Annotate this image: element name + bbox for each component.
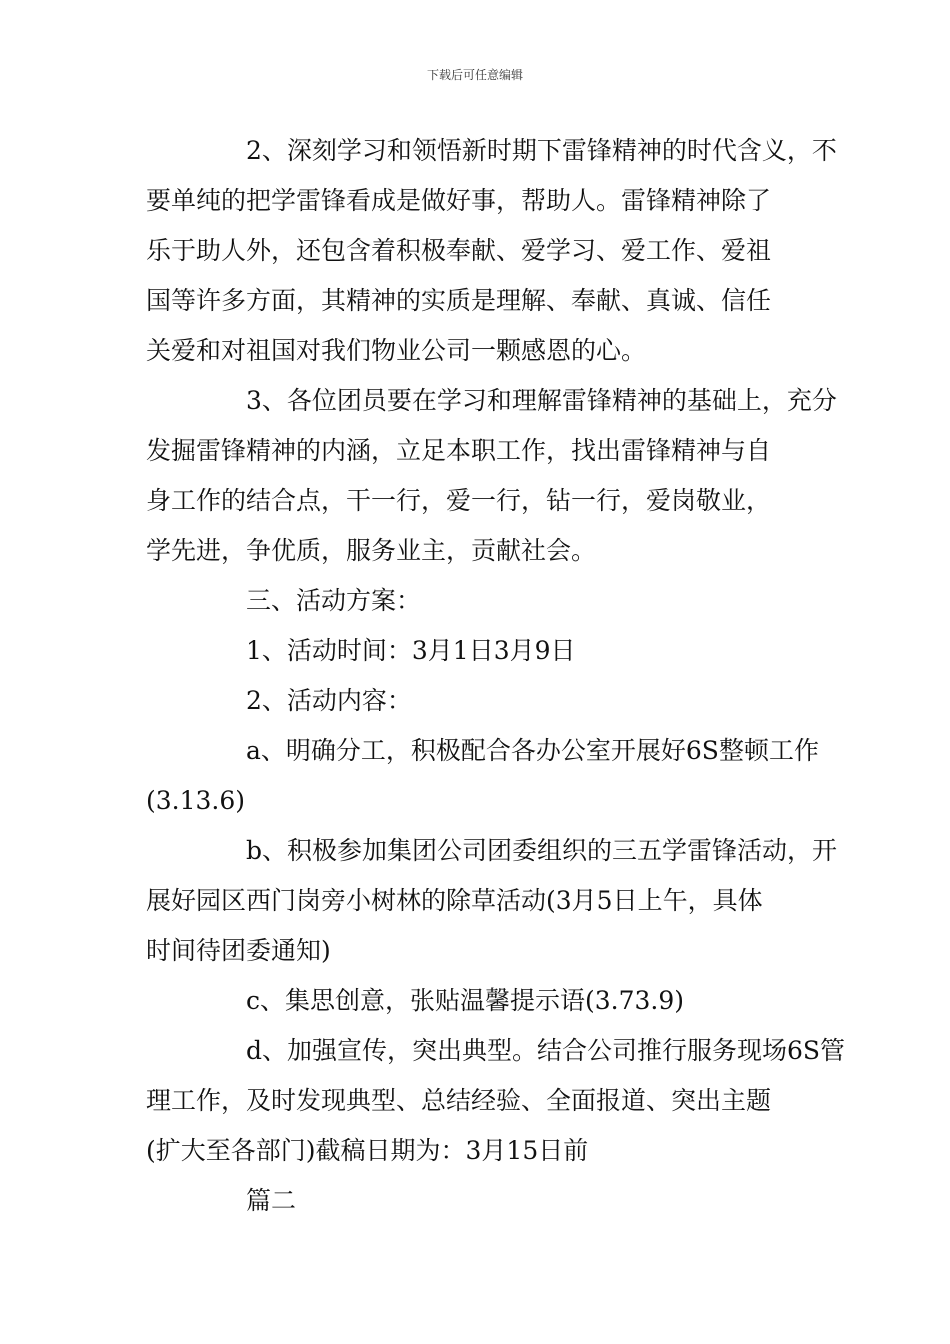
paragraph-activity-content xyxy=(146,676,808,726)
text-line: (3.13.6) xyxy=(146,786,246,815)
text-line: 国等许多方面，其精神的实质是理解、奉献、真诚、信任 xyxy=(146,286,772,315)
text-line: d、加强宣传，突出典型。结合公司推行服务现场6S管 xyxy=(246,1036,846,1065)
text-line: 身工作的结合点，干一行，爱一行，钻一行，爱岗敬业， xyxy=(146,486,772,515)
text-line: 乐于助人外，还包含着积极奉献、爱学习、爱工作、爱祖 xyxy=(146,236,772,265)
text-line: 2、深刻学习和领悟新时期下雷锋精神的时代含义，不 xyxy=(246,136,837,165)
text-line: 要单纯的把学雷锋看成是做好事，帮助人。雷锋精神除了 xyxy=(146,186,772,215)
document-body xyxy=(146,126,846,1226)
text-line: 篇二 xyxy=(246,1186,297,1215)
text-line: 3、各位团员要在学习和理解雷锋精神的基础上，充分 xyxy=(246,386,837,415)
page-header-note: 下载后可任意编辑 xyxy=(426,68,523,82)
text-line: c、集思创意，张贴温馨提示语(3.73.9) xyxy=(246,986,685,1015)
text-line: b、积极参加集团公司团委组织的三五学雷锋活动，开 xyxy=(246,836,838,865)
text-line: 展好园区西门岗旁小树林的除草活动(3月5日上午，具体 xyxy=(146,886,763,915)
text-line: 关爱和对祖国对我们物业公司一颗感恩的心。 xyxy=(146,336,647,365)
text-line: 理工作，及时发现典型、总结经验、全面报道、突出主题 xyxy=(146,1086,772,1115)
text-line: 发掘雷锋精神的内涵，立足本职工作，找出雷锋精神与自 xyxy=(146,436,772,465)
paragraph-3-members xyxy=(146,376,837,576)
text-line: a、明确分工，积极配合各办公室开展好6S整顿工作 xyxy=(246,736,819,765)
text-line: 学先进，争优质，服务业主，贡献社会。 xyxy=(146,536,597,565)
section-heading-part-two xyxy=(146,1176,808,1226)
paragraph-activity-time xyxy=(146,626,808,676)
text-line: 三、活动方案： xyxy=(246,586,422,615)
paragraph-item-b xyxy=(146,826,838,976)
text-line: 时间待团委通知) xyxy=(146,936,331,965)
section-heading-activity-plan xyxy=(146,576,808,626)
text-line: 1、活动时间：3月1日3月9日 xyxy=(246,636,576,665)
text-line: (扩大至各部门)截稿日期为：3月15日前 xyxy=(146,1136,589,1165)
paragraph-item-c xyxy=(146,976,808,1026)
text-line: 2、活动内容： xyxy=(246,686,412,715)
paragraph-2-study xyxy=(146,126,837,376)
paragraph-item-a xyxy=(146,726,819,826)
paragraph-item-d xyxy=(146,1026,846,1176)
